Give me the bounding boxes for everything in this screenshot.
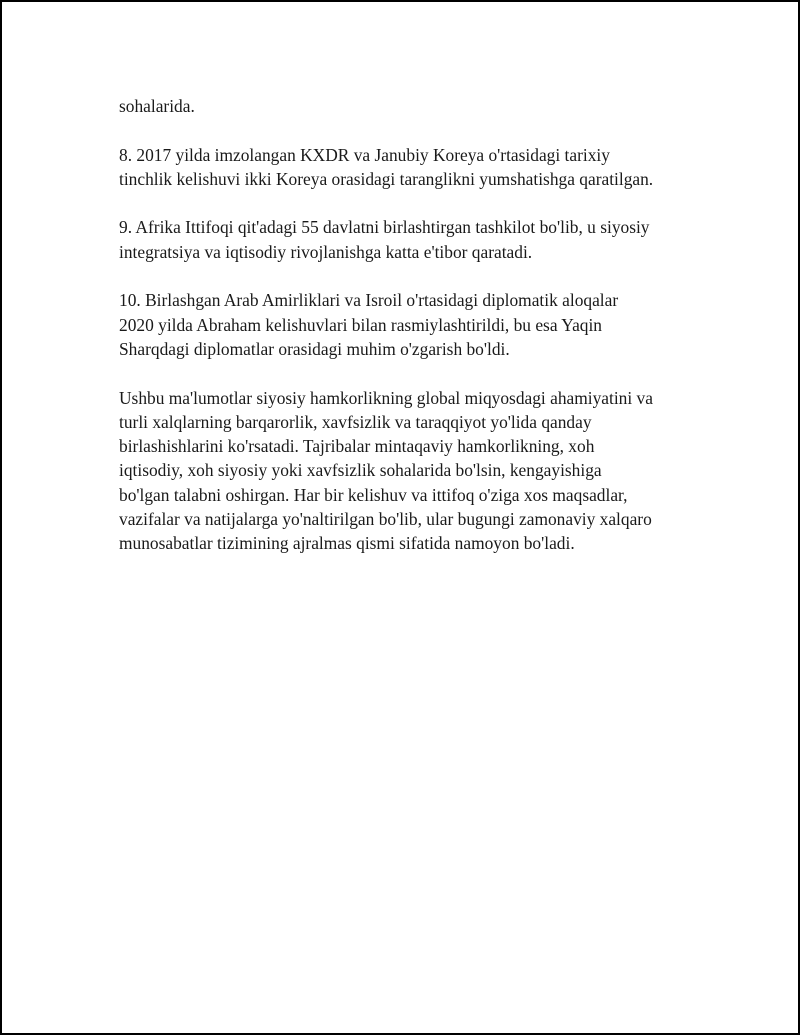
document-body <box>119 94 699 580</box>
paragraph-item-10: 10. Birlashgan Arab Amirliklari va Isroil o'rtasidagi diplomatik aloqalar 2020 yilda Abraham kelishuvlari bilan rasmiylashtirildi, bu esa Yaqin Sharqdagi diplomatlar orasidagi muhim o'zgarish bo'ldi. <box>119 290 619 359</box>
paragraph-item-8: 8. 2017 yilda imzolangan KXDR va Janubiy Koreya o'rtasidagi tarixiy tinchlik kelishuvi ikki Koreya orasidagi taranglikni yumshatishga qaratilgan. <box>119 144 654 189</box>
paragraph-summary: Ushbu ma'lumotlar siyosiy hamkorlikning global miqyosdagi ahamiyatini va turli xalqlarning barqarorlik, xavfsizlik va taraqqiyot yo'lida qanday birlashishlarini ko'rsatadi. Tajribalar mintaqaviy hamkorlikning, xoh iqtisodiy, xoh siyosiy yoki xavfsizlik sohalarida bo'lsin, kengayishiga bo'lgan talabni oshirgan. Har bir kelishuv va ittifoq o'ziga xos maqsadlar, vazifalar va natijalarga yo'naltirilgan bo'lib, ular bugungi zamonaviy xalqaro munosabatlar tizimining ajralmas qismi sifatida namoyon bo'ladi. <box>119 387 653 554</box>
paragraph-continuation: sohalarida. <box>119 96 195 116</box>
paragraph-item-9: 9. Afrika Ittifoqi qit'adagi 55 davlatni birlashtirgan tashkilot bo'lib, u siyosiy integratsiya va iqtisodiy rivojlanishga katta e'tibor qaratadi. <box>119 217 650 262</box>
